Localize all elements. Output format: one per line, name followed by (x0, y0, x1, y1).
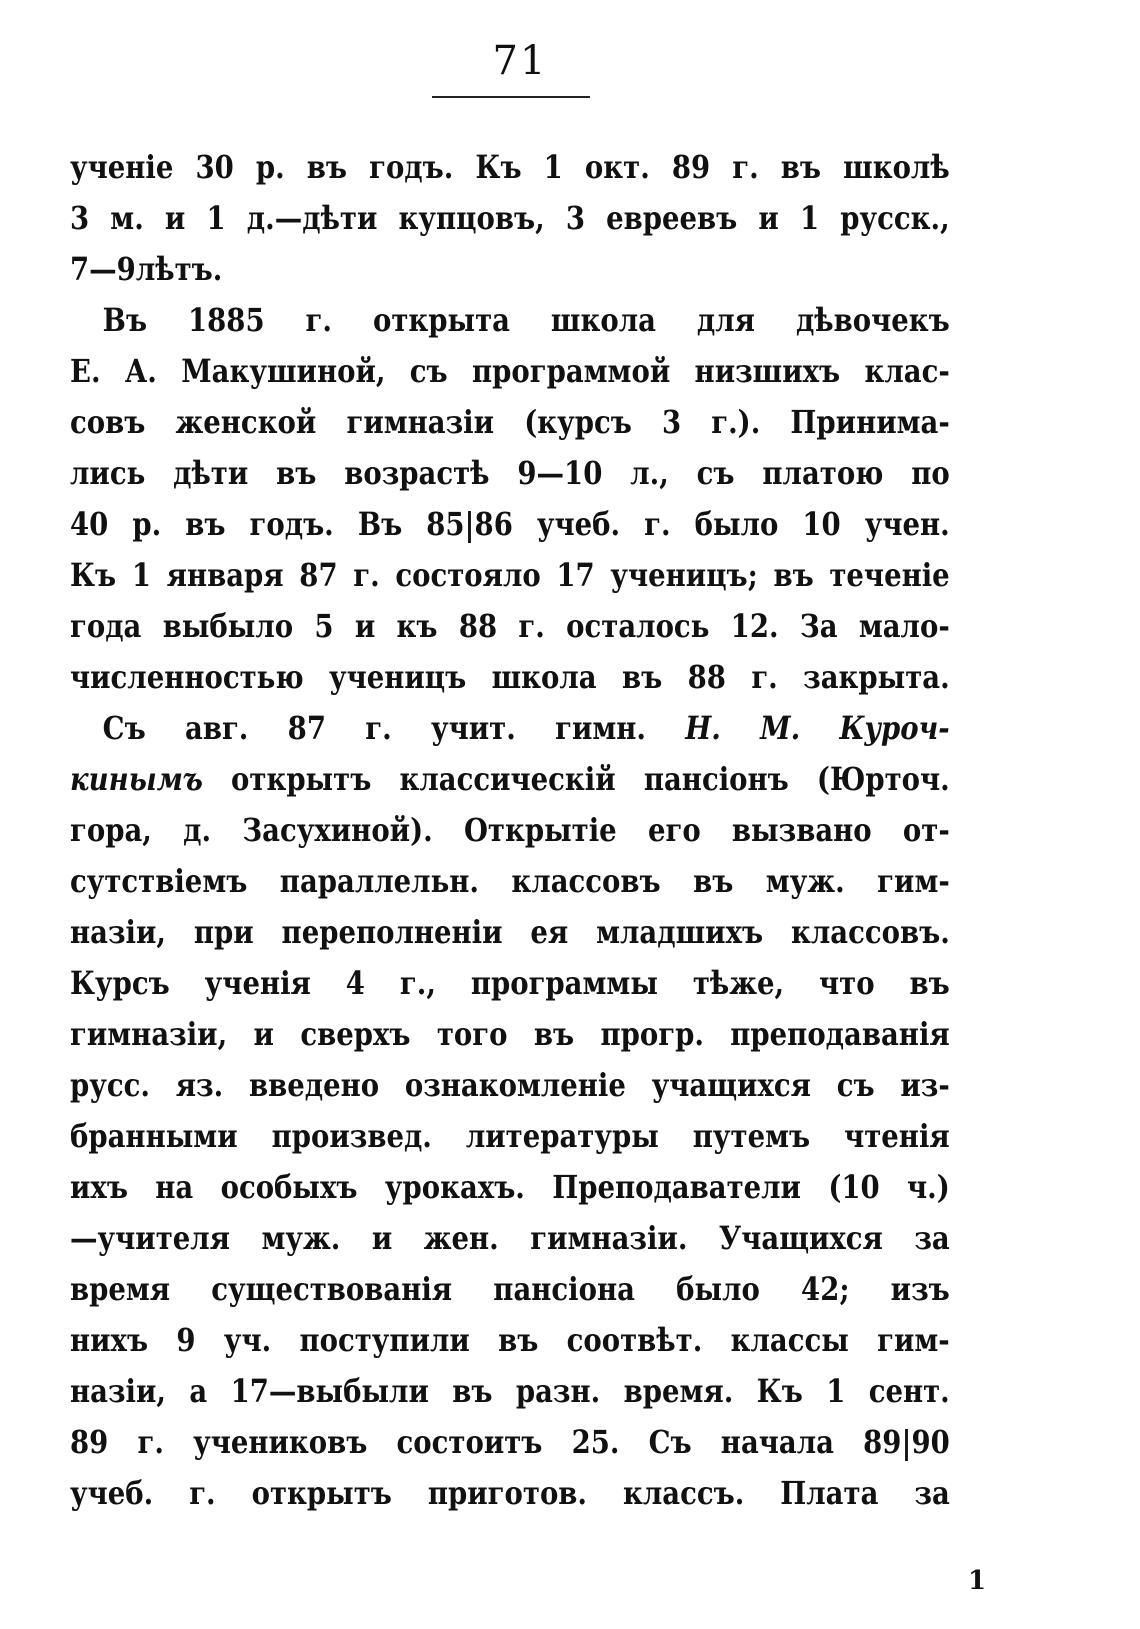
word: г. (751, 658, 778, 696)
word: г.). (711, 403, 761, 441)
word: время. (623, 1372, 734, 1410)
word: яз. (175, 1066, 224, 1104)
text-line (70, 607, 950, 658)
text-line (70, 1423, 950, 1474)
word: пансіонъ (643, 760, 789, 798)
text-line (70, 454, 950, 505)
word: Плата (780, 1474, 879, 1512)
word: а (189, 1372, 208, 1410)
word: начала (720, 1423, 834, 1461)
word: женской (175, 403, 317, 441)
word: классовъ (511, 862, 661, 900)
text-line (70, 352, 950, 403)
word: г. (732, 148, 759, 186)
word: приготов. (427, 1474, 588, 1512)
word: Къ (756, 1372, 803, 1410)
text-line (70, 1168, 950, 1219)
word: 89 (70, 1423, 109, 1461)
word: за (914, 1219, 950, 1257)
word: русск., (840, 199, 950, 237)
word: 3 (565, 199, 585, 237)
word: ученицъ; (610, 556, 758, 594)
text-line (70, 1270, 950, 1321)
word: Н. (685, 709, 721, 747)
word: 1 (826, 1372, 846, 1410)
word: д. (183, 811, 212, 849)
word: изъ (890, 1270, 950, 1308)
word: из- (900, 1066, 950, 1104)
word: годъ. (249, 505, 334, 543)
word: въ (498, 1321, 539, 1359)
word: от- (902, 811, 950, 849)
word: 9—10 (517, 454, 603, 492)
word: 4 (345, 964, 365, 1002)
text-line (70, 709, 950, 760)
word: открыта (372, 301, 510, 339)
word: классы (730, 1321, 849, 1359)
word: уч. (223, 1321, 272, 1359)
page-number: 71 (492, 38, 548, 84)
text-line (70, 556, 950, 607)
word: купцовъ, (398, 199, 545, 237)
text-line (70, 658, 950, 709)
word: открытъ (231, 760, 372, 798)
word: г. (644, 505, 671, 543)
word: гим- (877, 862, 950, 900)
word: съ (696, 454, 735, 492)
word: 30 (195, 148, 234, 186)
word: января (166, 556, 284, 594)
text-line (70, 505, 950, 556)
word: литературы (465, 1117, 659, 1155)
word: жен. (423, 1219, 499, 1257)
word: преподаванія (730, 1015, 950, 1053)
word: учеб. (70, 1474, 154, 1512)
word: состоитъ (396, 1423, 543, 1461)
word: на (155, 1168, 194, 1206)
word: въ (780, 148, 822, 186)
word: г., (399, 964, 436, 1002)
word: вызвано (731, 811, 872, 849)
word: 89|90 (863, 1423, 950, 1461)
word: по (911, 454, 950, 492)
text-line (70, 148, 950, 199)
text-line (70, 1117, 950, 1168)
word: соотвѣт. (566, 1321, 703, 1359)
text-line (70, 811, 950, 862)
word: авг. (184, 709, 249, 747)
word: осталось (566, 607, 710, 645)
word: (Юрточ. (816, 760, 950, 798)
word: Е. (70, 352, 101, 390)
word: русс. (70, 1066, 150, 1104)
word: 9 (176, 1321, 196, 1359)
word: 17—выбыли (230, 1372, 429, 1410)
word: теченіе (829, 556, 950, 594)
word: школѣ (843, 148, 950, 186)
word: къ (396, 607, 438, 645)
word: 85|86 (426, 505, 513, 543)
word: г. (353, 556, 380, 594)
word: бранными (70, 1117, 238, 1155)
word: Съ (102, 709, 146, 747)
word: года (70, 607, 142, 645)
word: клас- (864, 352, 950, 390)
word: ихъ (70, 1168, 128, 1206)
word: при (193, 913, 254, 951)
word: численностью (70, 658, 304, 696)
word: съ (409, 352, 448, 390)
word: сутствіемъ (70, 862, 248, 900)
word: Куроч- (839, 709, 950, 747)
word: муж. (261, 1219, 341, 1257)
word: 3 (70, 199, 90, 237)
word: ознакомленіе (404, 1066, 626, 1104)
word: параллельн. (279, 862, 479, 900)
text-line (70, 1474, 950, 1525)
word: въ (533, 1015, 575, 1053)
word: урокахъ. (384, 1168, 525, 1206)
word: г. (305, 301, 333, 339)
word: классическій (399, 760, 616, 798)
word: программы (470, 964, 658, 1002)
header-rule (432, 96, 590, 98)
word: М. (760, 709, 801, 747)
corner-mark: 1 (968, 1566, 987, 1596)
word: За (799, 607, 838, 645)
word: введено (248, 1066, 380, 1104)
word: Съ (648, 1423, 692, 1461)
word: возрастѣ (344, 454, 490, 492)
word: окт. (584, 148, 650, 186)
word: въ (622, 658, 663, 696)
text-line (70, 1066, 950, 1117)
word: классъ. (622, 1474, 745, 1512)
word: назіи, (70, 913, 166, 951)
word: 1 (543, 148, 563, 186)
word: —учителя (70, 1219, 230, 1257)
word: состояло (395, 556, 541, 594)
text-line (70, 913, 950, 964)
word: гимназіи, (70, 1015, 228, 1053)
word: учен. (864, 505, 950, 543)
word: л., (630, 454, 669, 492)
word: Курсъ (70, 964, 170, 1002)
word: Засухиной). (242, 811, 433, 849)
word: д.—дѣти (246, 199, 378, 237)
text-line (70, 760, 950, 811)
word: 88 (458, 607, 498, 645)
word: г. (518, 607, 545, 645)
word: учеб. (536, 505, 621, 543)
word: 3 (661, 403, 682, 441)
word: ч.) (906, 1168, 950, 1206)
word: выбыло (162, 607, 294, 645)
word: мало- (858, 607, 950, 645)
word: г. (365, 709, 392, 747)
word: сверхъ (300, 1015, 411, 1053)
word: путемъ (692, 1117, 811, 1155)
word: младшихъ (596, 913, 764, 951)
word: евреевъ (606, 199, 738, 237)
word: гимназіи (346, 403, 495, 441)
word: Макушиной, (181, 352, 386, 390)
word: особыхъ (220, 1168, 358, 1206)
word: 25. (571, 1423, 620, 1461)
word: р. (255, 148, 285, 186)
word: съ (836, 1066, 875, 1104)
body-text (70, 148, 950, 1525)
word: Преподаватели (552, 1168, 801, 1206)
word: что (819, 964, 875, 1002)
word: ея (530, 913, 569, 951)
word: и (253, 1015, 274, 1053)
word: 10 (802, 505, 841, 543)
word: 87 (287, 709, 326, 747)
word: 42; (801, 1270, 850, 1308)
word: низшихъ (694, 352, 841, 390)
word: за (914, 1474, 950, 1512)
word: произвед. (271, 1117, 432, 1155)
word: пансіона (493, 1270, 635, 1308)
word: для (696, 301, 755, 339)
word: муж. (765, 862, 845, 900)
word: школа (550, 301, 656, 339)
word: кинымъ (70, 760, 203, 798)
word: платою (762, 454, 884, 492)
word: въ (306, 148, 348, 186)
word: 5 (314, 607, 334, 645)
word: въ (276, 454, 317, 492)
word: гимн. (555, 709, 646, 747)
text-line (70, 250, 950, 301)
word: ученицъ (328, 658, 467, 696)
word: назіи, (70, 1372, 166, 1410)
word: нихъ (70, 1321, 149, 1359)
word: и (371, 1219, 393, 1257)
word: въ (909, 964, 950, 1002)
word: учениковъ (193, 1423, 368, 1461)
word: и (758, 199, 779, 237)
word: 1 (131, 556, 151, 594)
word: учащихся (651, 1066, 811, 1104)
word: 87 (299, 556, 338, 594)
word: 12. (730, 607, 779, 645)
text-line (70, 199, 950, 250)
word: поступили (299, 1321, 470, 1359)
word: м. (110, 199, 144, 237)
word: тѣже, (692, 964, 785, 1002)
word: лѣтъ. (135, 250, 223, 288)
word: въ (693, 862, 734, 900)
word: въ (452, 1372, 493, 1410)
word: (курсъ (524, 403, 632, 441)
word: 17 (556, 556, 595, 594)
text-line (70, 1015, 950, 1066)
word: ученія (204, 964, 311, 1002)
text-line (70, 964, 950, 1015)
word: было (676, 1270, 760, 1308)
word: программой (471, 352, 671, 390)
word: и (354, 607, 376, 645)
word: Къ (475, 148, 522, 186)
word: существованія (211, 1270, 453, 1308)
text-line (70, 403, 950, 454)
word: лись (70, 454, 146, 492)
word: въ (185, 505, 226, 543)
word: дѣти (173, 454, 249, 492)
text-line (70, 862, 950, 913)
word: годъ. (369, 148, 454, 186)
word: Въ (102, 301, 148, 339)
word: чтенія (844, 1117, 950, 1155)
text-line (70, 1219, 950, 1270)
word: совъ (70, 403, 146, 441)
word: открытъ (251, 1474, 392, 1512)
word: гора, (70, 811, 152, 849)
word: прогр. (600, 1015, 704, 1053)
word: гимназіи. (530, 1219, 688, 1257)
word: переполненіи (281, 913, 503, 951)
word: Въ (357, 505, 403, 543)
word: Принима- (790, 403, 950, 441)
word: — (89, 250, 117, 288)
text-line (70, 301, 950, 352)
text-line (70, 1372, 950, 1423)
word: г. (137, 1423, 164, 1461)
word: 7 (70, 250, 90, 288)
word: было (694, 505, 779, 543)
word: 9 (116, 250, 136, 288)
word: 40 (70, 505, 109, 543)
word: классовъ. (790, 913, 950, 951)
word: въ (773, 556, 814, 594)
word: 1885 (188, 301, 265, 339)
word: гим- (877, 1321, 950, 1359)
word: сент. (868, 1372, 950, 1410)
word: г. (189, 1474, 216, 1512)
word: учит. (430, 709, 516, 747)
word: время (70, 1270, 171, 1308)
word: Учащихся (718, 1219, 883, 1257)
word: А. (124, 352, 157, 390)
word: 89 (671, 148, 711, 186)
word: и (164, 199, 186, 237)
word: дѣвочекъ (795, 301, 950, 339)
word: его (647, 811, 701, 849)
word: (10 (828, 1168, 880, 1206)
word: Открытіе (463, 811, 617, 849)
word: разн. (515, 1372, 601, 1410)
word: 1 (799, 199, 820, 237)
word: Къ (70, 556, 117, 594)
word: закрыта. (803, 658, 950, 696)
word: того (436, 1015, 508, 1053)
word: р. (132, 505, 162, 543)
word: 88 (687, 658, 726, 696)
word: 1 (206, 199, 226, 237)
text-line (70, 1321, 950, 1372)
word: ученіе (70, 148, 174, 186)
word: школа (491, 658, 597, 696)
